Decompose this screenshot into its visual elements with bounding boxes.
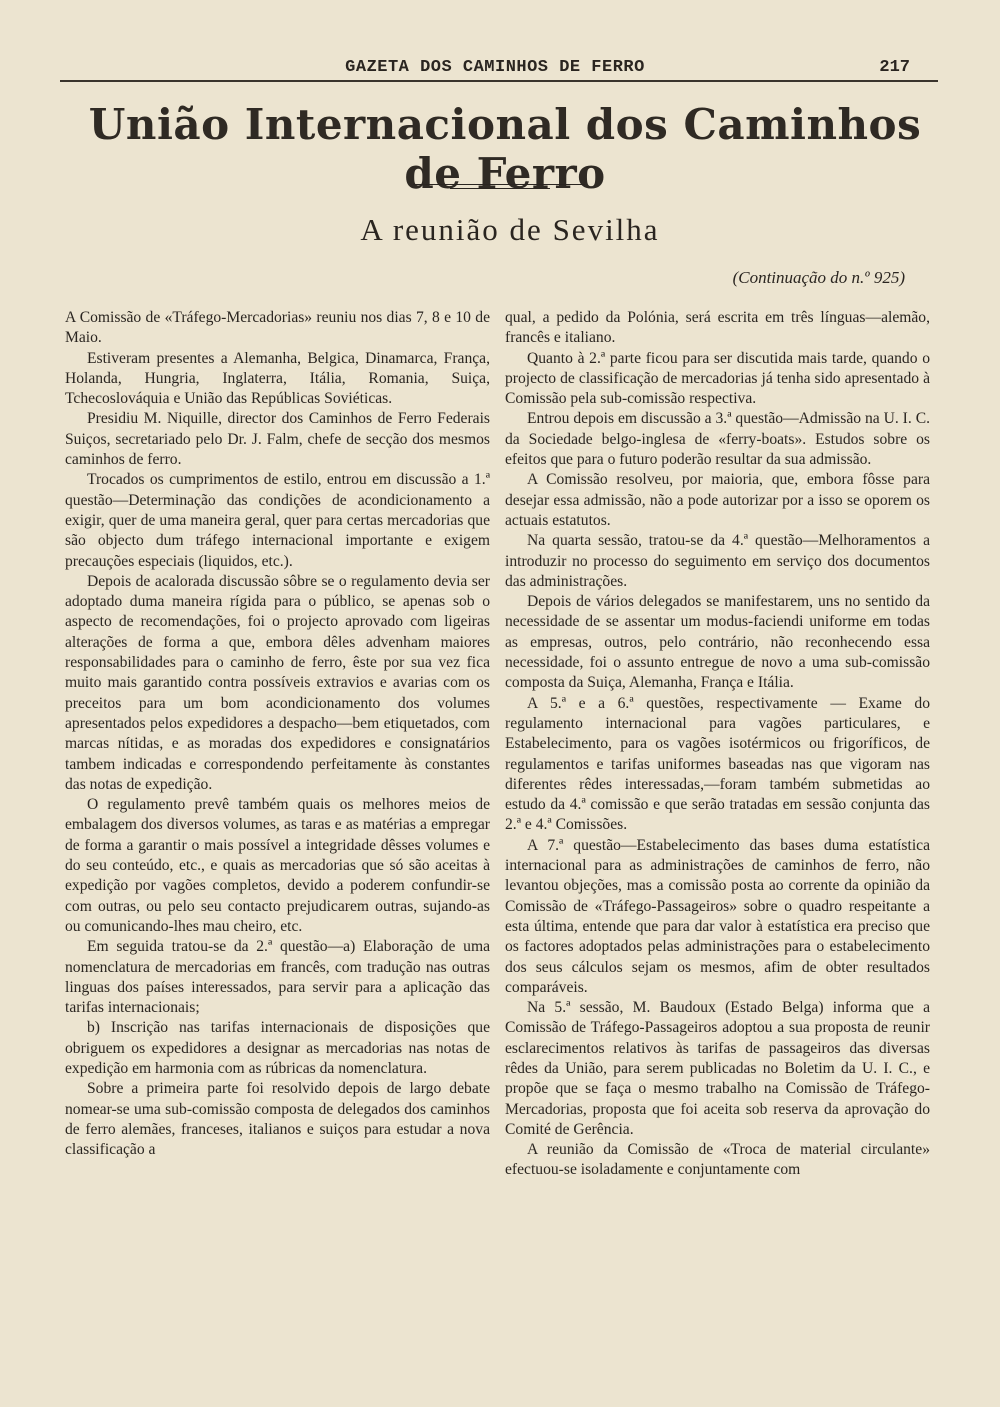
paragraph: A 5.ª e a 6.ª questões, respectivamente — Exame do regulamento internacional para vagões particulares, e Estabelecimento, para os vagões isotérmicos ou frigoríficos, de regulamentos e tarifas uniformes baseadas nas que vigoram nas diferentes rêdes interessadas,—foram também submetidas ao estudo da 4.ª comissão e que serão tratadas em sessão conjunta das 2.ª e 4.ª Comissões. [505,694,930,834]
title-divider-short [450,188,550,189]
paragraph: Sobre a primeira parte foi resolvido depois de largo debate nomear-se uma sub-comissão composta de delegados dos caminhos de ferro alemães, franceses, italianos e suiços para estudar a nova classificação a [65,1080,490,1159]
right-column [505,308,930,1181]
title-divider [413,184,585,185]
paragraph: qual, a pedido da Polónia, será escrita em três línguas—alemão, francês e italiano. [505,309,930,347]
paragraph: Na 5.ª sessão, M. Baudoux (Estado Belga) informa que a Comissão de Tráfego-Passageiros adoptou a sua proposta de reunir esclarecimentos relativos às tarifas de passageiros das diversas rêdes da União, para serem publicadas no Boletim da U. I. C., e propõe que se faça o mesmo trabalho na Comissão de Tráfego-Mercadorias, proposta que foi aceita sob reserva da aprovação do Comité de Gerência. [505,999,930,1138]
paragraph: O regulamento prevê também quais os melhores meios de embalagem dos diversos volumes, as taras e as matérias a empregar de forma a garantir o mais possível a integridade dêsses volumes e do seu conteúdo, etc., e quais as mercadorias que só são aceitas à expedição por vagões completos, devido a poderem confundir-se com outras, ou pelo seu contacto prejudicarem outras, sujando-as ou comunicando-lhes mau cheiro, etc. [65,796,490,935]
journal-name: GAZETA DOS CAMINHOS DE FERRO [345,58,645,77]
paragraph: A reunião da Comissão de «Troca de material circulante» efectuou-se isoladamente e conjuntamente com [505,1141,930,1179]
left-column [65,308,490,1160]
paragraph: Entrou depois em discussão a 3.ª questão—Admissão na U. I. C. da Sociedade belgo-inglesa de «ferry-boats». Estudos sobre os efeitos que para o futuro poderão resultar da sua admissão. [505,410,930,469]
article-subtitle: A reunião de Sevilha [360,212,660,247]
paragraph: Na quarta sessão, tratou-se da 4.ª questão—Melhoramentos a introduzir no processo do seguimento em serviço dos documentos das administrações. [505,532,930,590]
paragraph: Trocados os cumprimentos de estilo, entrou em discussão a 1.ª questão—Determinação das condições de acondicionamento a exigir, quer de uma maneira geral, quer para certas mercadorias que são objecto dum tráfego internacional importante e exigem precauções especiais (liquidos, etc.). [65,471,490,570]
paragraph: A Comissão de «Tráfego-Mercadorias» reuniu nos dias 7, 8 e 10 de Maio. [65,309,490,347]
continuation-note: (Continuação do n.º 925) [732,268,905,287]
article-title: União Internacional dos Caminhos de Ferro [88,100,922,198]
paragraph: Presidiu M. Niquille, director dos Caminhos de Ferro Federais Suiços, secretariado pelo Dr. J. Falm, chefe de secção dos mesmos caminhos de ferro. [65,410,490,469]
paragraph: b) Inscrição nas tarifas internacionais de disposições que obriguem os expedidores a designar as mercadorias nas notas de expedição em harmonia com as rúbricas da nomenclatura. [65,1019,490,1077]
paragraph: Depois de vários delegados se manifestarem, uns no sentido da necessidade de se assentar um modus-faciendi uniforme em todas as empresas, outros, pelo contrário, não reconhecendo essa necessidade, foi o assunto entregue de novo a uma sub-comissão composta da Suiça, Alemanha, França e Itália. [505,593,930,692]
paragraph: Em seguida tratou-se da 2.ª questão—a) Elaboração de uma nomenclatura de mercadorias em francês, com tradução nas outras linguas dos países interessados, para servir para a aplicação das tarifas internacionais; [65,938,490,1017]
paragraph: A 7.ª questão—Estabelecimento das bases duma estatística internacional para as administrações de caminhos de ferro, não levantou objeções, mas a comissão posta ao corrente da opinião da Comissão de «Tráfego-Passageiros» sobre o quadro respeitante a esta última, entende que para dar valor à estatística era preciso que os factores adoptados pelas administrações para o estabelecimento dos seus cálculos sejam os mesmos, afim de obter resultados comparáveis. [505,836,930,996]
paragraph: A Comissão resolveu, por maioria, que, embora fôsse para desejar essa admissão, não a pode autorizar por a isso se oporem os actuais estatutos. [505,471,930,529]
running-header [60,58,938,82]
paragraph: Estiveram presentes a Alemanha, Belgica, Dinamarca, França, Holanda, Hungria, Inglaterra, Itália, Romania, Suiça, Tchecoslováquia e União das Repúblicas Soviéticas. [65,349,490,408]
page-number: 217 [879,58,910,77]
paragraph: Depois de acalorada discussão sôbre se o regulamento devia ser adoptado duma maneira rígida para o público, se apenas sob o aspecto de recomendações, foi o projecto aprovado com ligeiras alterações de forma a que, embora dêles advenham maiores responsabilidades para o caminho de ferro, êste por sua vez fica muito mais garantido contra possíveis extravios e avarias com os preceitos para um bom acondicionamento dos volumes apresentados pelos expedidores a despacho—bem etiquetados, com marcas nítidas, e as moradas dos expedidores e consignatários tambem indicadas e correspondendo perfeitamente às constantes das notas de expedição. [65,572,490,793]
paragraph: Quanto à 2.ª parte ficou para ser discutida mais tarde, quando o projecto de classificação de mercadorias já tenha sido apresentado à Comissão pela sub-comissão respectiva. [505,349,930,408]
